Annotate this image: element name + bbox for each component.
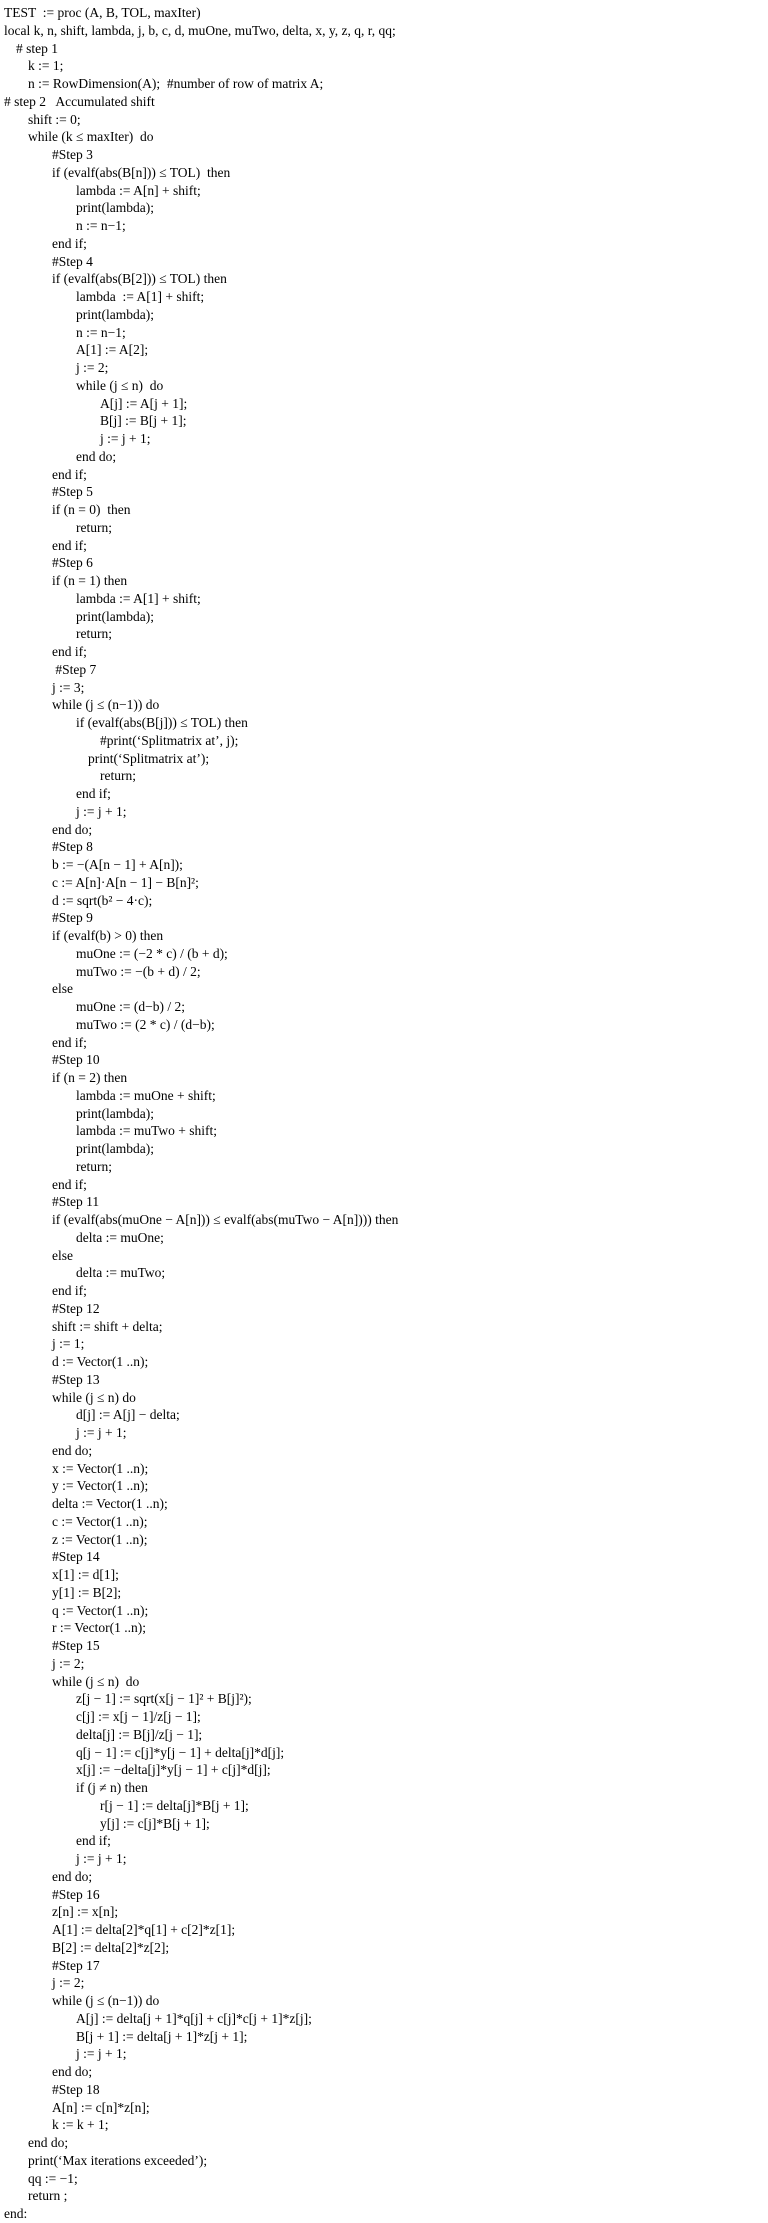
code-line: x[1] := d[1]; (52, 1567, 119, 1582)
code-line: else (52, 1247, 73, 1263)
code-line: d[j] := A[j] − delta; (76, 1407, 180, 1423)
code-line: delta := Vector(1 ..n); (52, 1496, 168, 1511)
code-line: end do; (28, 2135, 69, 2150)
code-line: y[j] := c[j]*B[j + 1]; (100, 1815, 210, 1831)
code-line: y := Vector(1 ..n); (52, 1478, 149, 1494)
code-line: c := Vector(1 ..n); (52, 1513, 148, 1529)
code-line: r := Vector(1 ..n); (52, 1620, 146, 1636)
code-line: print(lambda); (76, 1105, 154, 1121)
code-line: #Step 3 (52, 147, 93, 162)
code-line: A[1] := delta[2]*q[1] + c[2]*z[1]; (52, 1922, 236, 1937)
code-line: B[2] := delta[2]*z[2]; (52, 1939, 170, 1955)
code-line: if (evalf(abs(B[j])) ≤ TOL) then (76, 715, 248, 730)
code-line: B[j] := B[j + 1]; (100, 413, 187, 429)
code-line: if (evalf(abs(muOne − A[n])) ≤ evalf(abs(muTwo − A[n]))) then (52, 1212, 399, 1227)
code-line: while (j ≤ n) do (52, 1389, 136, 1405)
code-line: x := Vector(1 ..n); (52, 1460, 149, 1476)
code-line: #Step 14 (52, 1549, 100, 1565)
code-line: lambda := A[1] + shift; (76, 289, 205, 304)
code-line: j := j + 1; (76, 1851, 127, 1866)
code-line: if (evalf(abs(B[2])) ≤ TOL) then (52, 271, 227, 287)
code-line: #Step 18 (52, 2081, 100, 2097)
code-line: print(lambda); (76, 608, 154, 624)
code-line: muOne := (d−b) / 2; (76, 999, 185, 1014)
code-line: #Step 8 (52, 839, 93, 855)
code-line: end if; (52, 1283, 87, 1298)
code-line: end do; (76, 448, 117, 464)
code-line: A[n] := c[n]*z[n]; (52, 2099, 150, 2115)
code-line: TEST := proc (A, B, TOL, maxIter) (4, 5, 201, 20)
code-line: z[n] := x[n]; (52, 1904, 119, 1920)
code-line: end if; (52, 1034, 87, 1050)
code-line: d := sqrt(b² − 4·c); (52, 892, 153, 908)
code-line: if (n = 0) then (52, 502, 131, 517)
code-line: while (j ≤ n) do (76, 377, 164, 393)
code-line: while (k ≤ maxIter) do (28, 129, 154, 145)
code-line: #Step 7 (52, 661, 97, 677)
code-line: j := j + 1; (76, 803, 127, 819)
code-line: A[1] := A[2]; (76, 342, 149, 358)
code-line: j := 2; (76, 360, 109, 375)
code-line: print(‘Splitmatrix at’); (88, 750, 210, 766)
code-line: j := 3; (52, 679, 85, 695)
code-line: # step 1 (16, 40, 58, 56)
code-line: n := n−1; (76, 218, 126, 233)
code-line: z := Vector(1 ..n); (52, 1531, 148, 1547)
code-line: A[j] := A[j + 1]; (100, 395, 188, 411)
code-line: end if; (52, 1176, 87, 1192)
code-line: end do; (52, 2064, 93, 2079)
code-line: end: (4, 2206, 28, 2221)
code-line: end if; (76, 1833, 111, 1849)
code-listing (0, 4, 768, 2223)
code-line: delta := muTwo; (76, 1265, 166, 1281)
code-line: while (j ≤ (n−1)) do (52, 1993, 160, 2008)
code-line: #Step 17 (52, 1957, 100, 1973)
code-line: lambda := muOne + shift; (76, 1087, 216, 1103)
code-line: n := n−1; (76, 324, 126, 340)
code-line: while (j ≤ n) do (52, 1673, 140, 1689)
code-line: end if; (52, 644, 87, 659)
code-line: #Step 12 (52, 1300, 100, 1316)
code-line: end if; (76, 786, 111, 801)
code-line: z[j − 1] := sqrt(x[j − 1]² + B[j]²); (76, 1691, 252, 1707)
code-line: #Step 6 (52, 555, 93, 571)
code-line: lambda := muTwo + shift; (76, 1123, 218, 1139)
code-line: muTwo := (2 * c) / (d−b); (76, 1016, 215, 1032)
code-line: r[j − 1] := delta[j]*B[j + 1]; (100, 1797, 249, 1813)
code-line: end if; (52, 466, 87, 482)
code-line: shift := shift + delta; (52, 1318, 163, 1334)
code-line: print(lambda); (76, 1141, 154, 1156)
code-line: lambda := A[n] + shift; (76, 182, 201, 198)
code-line: end do; (52, 1868, 93, 1884)
code-line: #Step 9 (52, 910, 93, 926)
code-line: delta := muOne; (76, 1229, 164, 1245)
code-line: x[j] := −delta[j]*y[j − 1] + c[j]*d[j]; (76, 1762, 271, 1778)
code-line: A[j] := delta[j + 1]*q[j] + c[j]*c[j + 1]*z[j]; (76, 2010, 312, 2026)
code-line: end do; (52, 1442, 93, 1458)
code-line: B[j + 1] := delta[j + 1]*z[j + 1]; (76, 2028, 248, 2044)
code-line: q[j − 1] := c[j]*y[j − 1] + delta[j]*d[j]; (76, 1744, 285, 1760)
code-line: print(lambda); (76, 306, 154, 322)
code-line: end if; (52, 537, 87, 553)
code-line: c := A[n]·A[n − 1] − B[n]²; (52, 874, 199, 890)
code-line: k := k + 1; (52, 2117, 109, 2133)
code-line: n := RowDimension(A); #number of row of matrix A; (28, 76, 324, 91)
code-line: if (evalf(b) > 0) then (52, 928, 164, 943)
code-line: end if; (52, 235, 87, 251)
code-line: return; (100, 768, 136, 784)
code-line: #Step 13 (52, 1371, 100, 1387)
code-line: print(lambda); (76, 200, 154, 216)
code-line: y[1] := B[2]; (52, 1584, 122, 1600)
code-line: else (52, 981, 73, 997)
code-line: end do; (52, 821, 93, 837)
code-line: return; (76, 626, 112, 642)
code-line: #Step 11 (52, 1194, 100, 1210)
code-line: return; (76, 1158, 112, 1174)
code-line: j := 1; (52, 1336, 85, 1352)
code-line: j := j + 1; (76, 1425, 127, 1440)
code-line: #Step 16 (52, 1886, 100, 1902)
code-line: qq := −1; (28, 2170, 78, 2186)
code-line: k := 1; (28, 58, 64, 74)
code-line: if (n = 2) then (52, 1070, 128, 1085)
code-line: #Step 4 (52, 253, 93, 269)
code-line: return ; (28, 2188, 68, 2204)
code-line: if (evalf(abs(B[n])) ≤ TOL) then (52, 164, 231, 180)
code-line: return; (76, 519, 112, 535)
code-line: shift := 0; (28, 111, 81, 127)
code-line: muOne := (−2 * c) / (b + d); (76, 945, 228, 961)
code-line: #Step 5 (52, 484, 93, 500)
code-line: q := Vector(1 ..n); (52, 1602, 149, 1618)
code-line: delta[j] := B[j]/z[j − 1]; (76, 1726, 203, 1742)
code-line: lambda := A[1] + shift; (76, 590, 201, 606)
code-line: # step 2 Accumulated shift (4, 93, 155, 109)
code-line: b := −(A[n − 1] + A[n]); (52, 857, 183, 872)
code-line: while (j ≤ (n−1)) do (52, 697, 160, 713)
code-line: j := 2; (52, 1655, 85, 1671)
code-line: #Step 10 (52, 1052, 100, 1068)
code-line: if (j ≠ n) then (76, 1780, 148, 1795)
code-line: muTwo := −(b + d) / 2; (76, 963, 201, 979)
code-line: #print(‘Splitmatrix at’, j); (100, 732, 239, 748)
code-line: d := Vector(1 ..n); (52, 1354, 149, 1369)
code-line: print(‘Max iterations exceeded’); (28, 2152, 208, 2168)
code-line: j := j + 1; (100, 431, 151, 446)
code-line: local k, n, shift, lambda, j, b, c, d, muOne, muTwo, delta, x, y, z, q, r, qq; (4, 22, 396, 38)
code-line: c[j] := x[j − 1]/z[j − 1]; (76, 1709, 201, 1724)
code-line: j := 2; (52, 1975, 85, 1991)
code-line: j := j + 1; (76, 2046, 127, 2062)
code-line: #Step 15 (52, 1638, 100, 1653)
code-line: if (n = 1) then (52, 573, 128, 588)
